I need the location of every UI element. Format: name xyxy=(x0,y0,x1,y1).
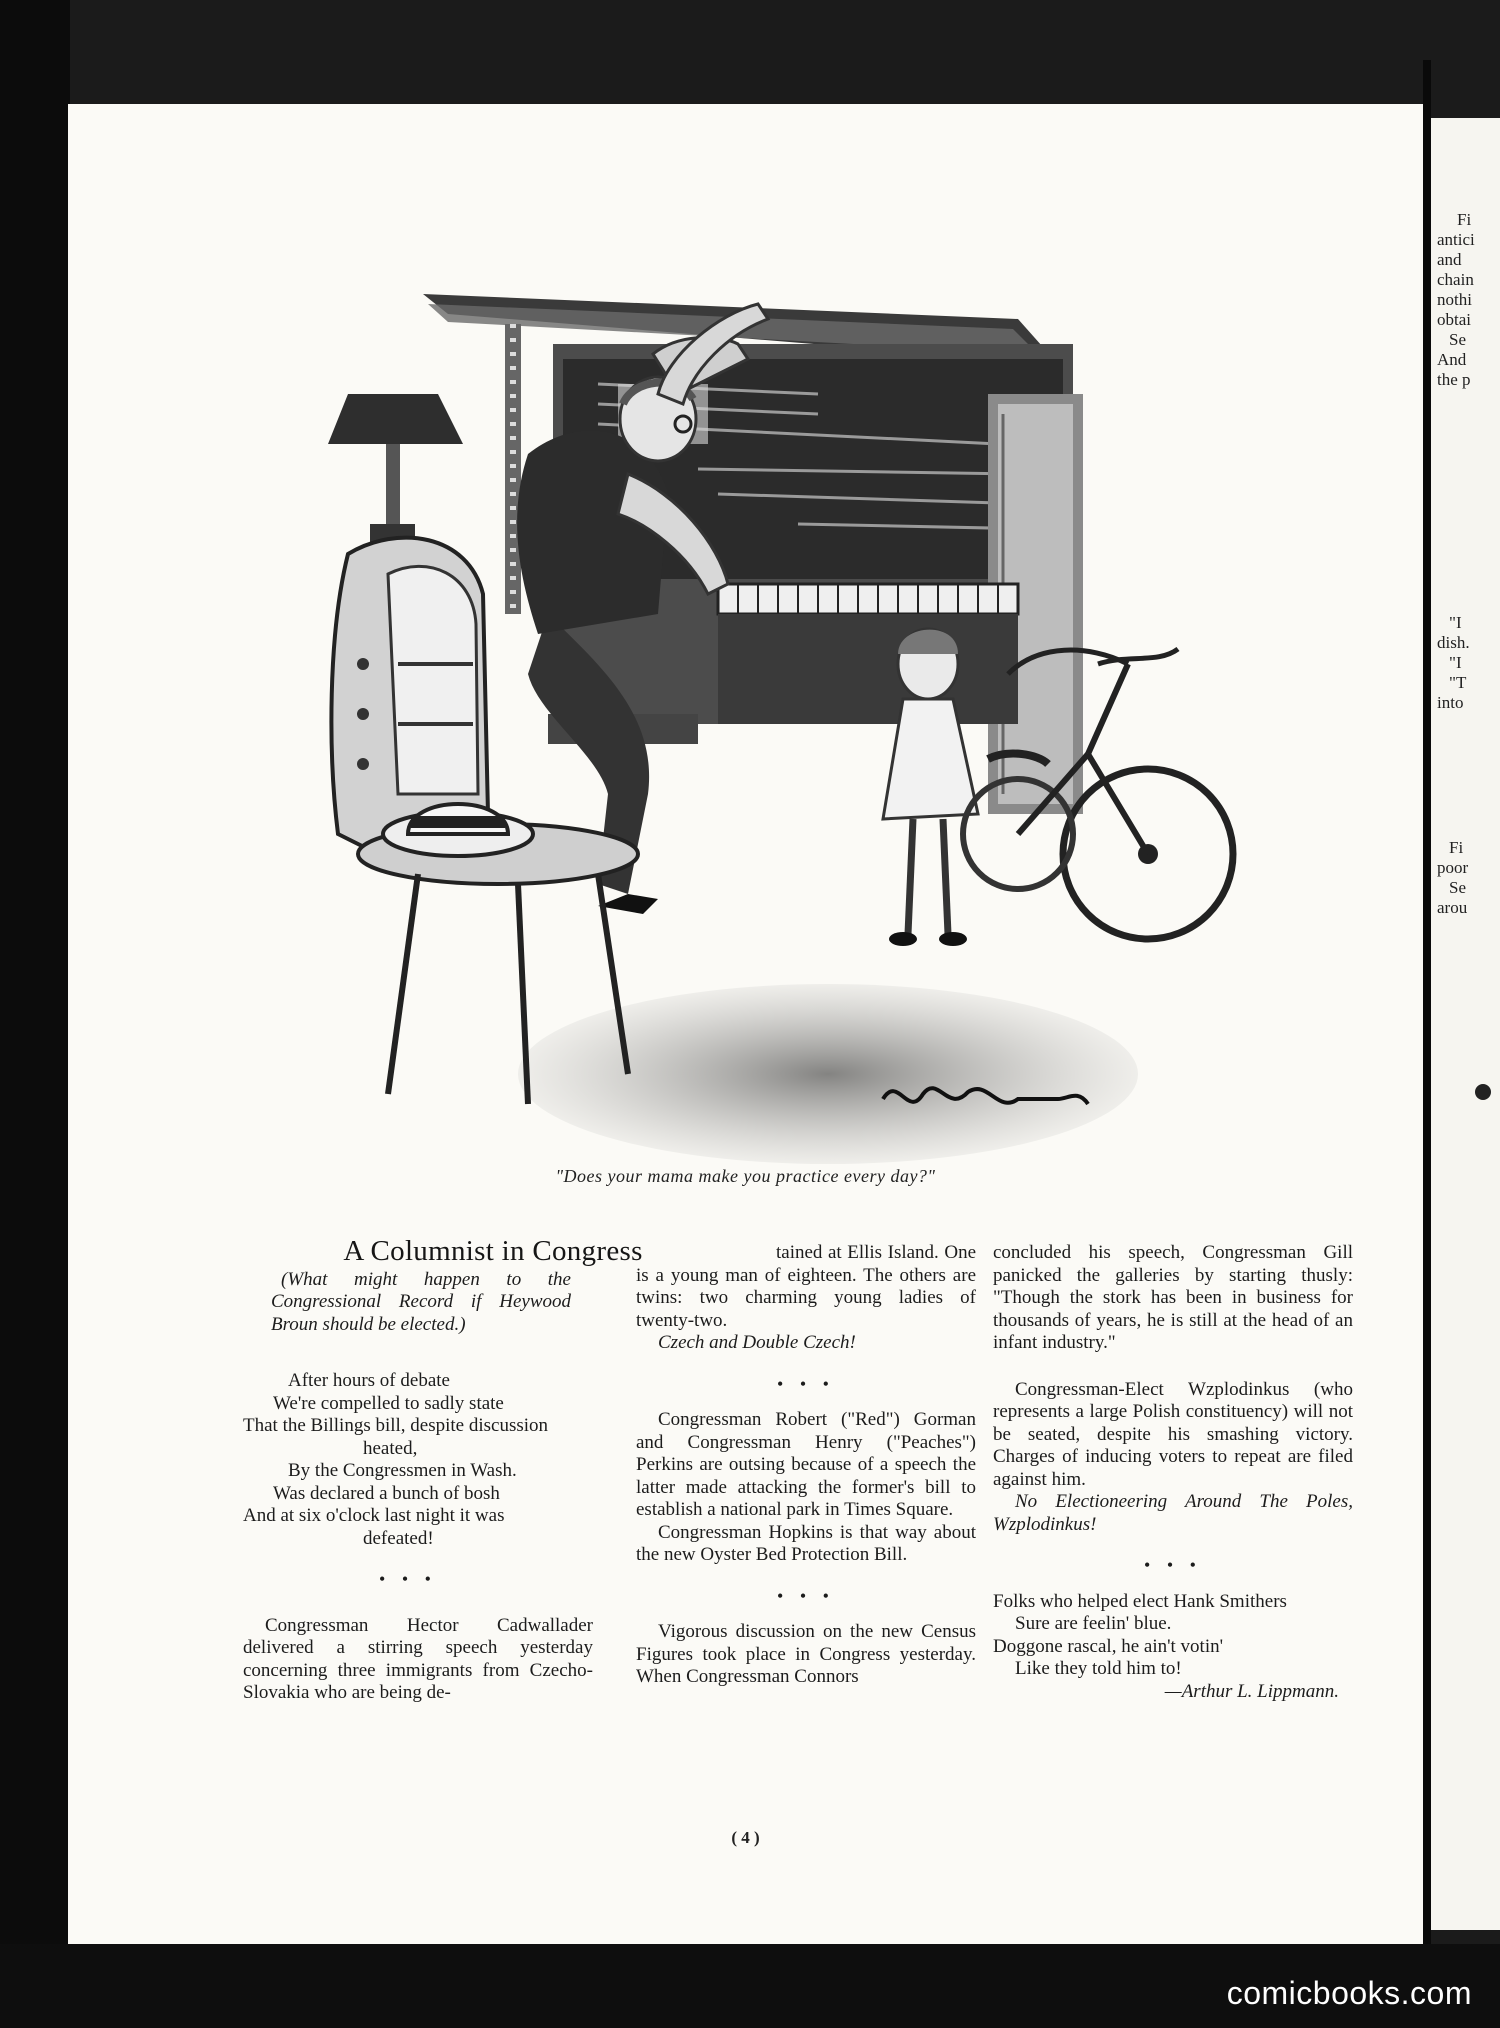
facing-fragment: arou xyxy=(1437,898,1468,917)
cartoon-illustration xyxy=(298,194,1298,1224)
facing-fragment: And xyxy=(1437,350,1467,369)
facing-fragment: dish. xyxy=(1437,633,1470,652)
poem-line: Like they told him to! xyxy=(1015,1658,1182,1679)
poem-line: Doggone rascal, he ain't votin' xyxy=(993,1635,1224,1657)
poem-verse xyxy=(993,1591,1353,1681)
article-subtitle: (What might happen to the Congressional Record if Heywood Broun should be elected.) xyxy=(271,1268,571,1335)
facing-fragment: "I xyxy=(1449,653,1462,672)
poem-line: heated, xyxy=(363,1437,418,1459)
facing-fragment: antici xyxy=(1437,230,1475,249)
article-column-1 xyxy=(243,1235,683,1705)
facing-fragment: "I xyxy=(1449,613,1462,632)
facing-fragment: chain xyxy=(1437,270,1474,289)
poem-verse xyxy=(243,1370,683,1550)
article-column-2 xyxy=(636,1242,976,1689)
poem-line: After hours of debate xyxy=(288,1370,450,1391)
article-byline: —Arthur L. Lippmann. xyxy=(1164,1680,1339,1702)
facing-fragment: "T xyxy=(1449,673,1467,692)
poem-line: We're compelled to sadly state xyxy=(273,1392,504,1414)
illustration-caption: "Does your mama make you practice every day?" xyxy=(555,1166,936,1186)
poem-line: defeated! xyxy=(363,1527,434,1549)
article-paragraph: concluded his speech, Congressman Gill panicked the galleries by starting thusly: "Though the stork has been in business for thousands of years, he is still at the head of an infant industry." xyxy=(993,1242,1353,1353)
section-separator: • • • xyxy=(1144,1555,1202,1575)
facing-fragment: Fi xyxy=(1449,838,1464,857)
facing-fragment: Fi xyxy=(1457,210,1472,229)
scan-border-left xyxy=(0,0,70,2028)
article-paragraph: tained at Ellis Island. One is a young man of eighteen. The others are twins: two charming young ladies of twenty-two. xyxy=(636,1242,976,1331)
poem-line: Sure are feelin' blue. xyxy=(1015,1613,1172,1634)
facing-fragment: Se xyxy=(1449,330,1466,349)
facing-fragment: poor xyxy=(1437,858,1469,877)
article-column-3 xyxy=(993,1242,1353,1703)
article-pun: Czech and Double Czech! xyxy=(658,1332,856,1353)
poem-line: That the Billings bill, despite discussion xyxy=(243,1415,549,1436)
facing-fragment: Se xyxy=(1449,878,1466,897)
poem-line: By the Congressmen in Wash. xyxy=(288,1460,517,1481)
article-paragraph: Congressman Hector Cadwallader delivered a stirring speech yesterday concerning three immigrants from Czecho-Slovakia who are being de- xyxy=(243,1614,593,1703)
poem-line: And at six o'clock last night it was xyxy=(243,1505,505,1526)
article-paragraph: Congressman-Elect Wzplodinkus (who represents a large Polish constituency) will not be seated, despite his smashing victory. Charges of inducing voters to repeat are filed against him. xyxy=(993,1378,1353,1490)
article-paragraph: Vigorous discussion on the new Census Figures took place in Congress yesterday. When Congressman Connors xyxy=(636,1621,976,1687)
ornament-mark xyxy=(1475,1084,1491,1100)
section-separator: • • • xyxy=(777,1373,835,1394)
article-paragraph: Congressman Hopkins is that way about the new Oyster Bed Protection Bill. xyxy=(636,1521,976,1565)
site-watermark: comicbooks.com xyxy=(1226,1975,1472,2011)
facing-fragment: nothi xyxy=(1437,290,1472,309)
article-paragraph: Congressman Robert ("Red") Gorman and Congressman Henry ("Peaches") Perkins are outsing because of a speech the latter made attacking the former's bill to establish a national park in Times Square. xyxy=(636,1409,976,1520)
article-pun: No Electioneering Around The Poles, Wzplodinkus! xyxy=(993,1491,1353,1535)
page-gutter xyxy=(1423,60,1431,1960)
facing-page xyxy=(1431,118,1500,1930)
facing-fragment: into xyxy=(1437,693,1464,712)
section-separator: • • • xyxy=(777,1585,835,1606)
magazine-page xyxy=(68,104,1423,1944)
poem-line: Folks who helped elect Hank Smithers xyxy=(993,1590,1287,1612)
page-number: ( 4 ) xyxy=(731,1828,760,1847)
facing-fragment: obtai xyxy=(1437,310,1471,329)
facing-fragment: the p xyxy=(1437,370,1471,389)
article-title: A Columnist in Congress xyxy=(343,1235,643,1267)
facing-fragment: and xyxy=(1437,250,1462,269)
poem-line: Was declared a bunch of bosh xyxy=(273,1482,500,1504)
section-separator: • • • xyxy=(379,1569,437,1589)
bottom-bar xyxy=(0,1944,1500,2028)
